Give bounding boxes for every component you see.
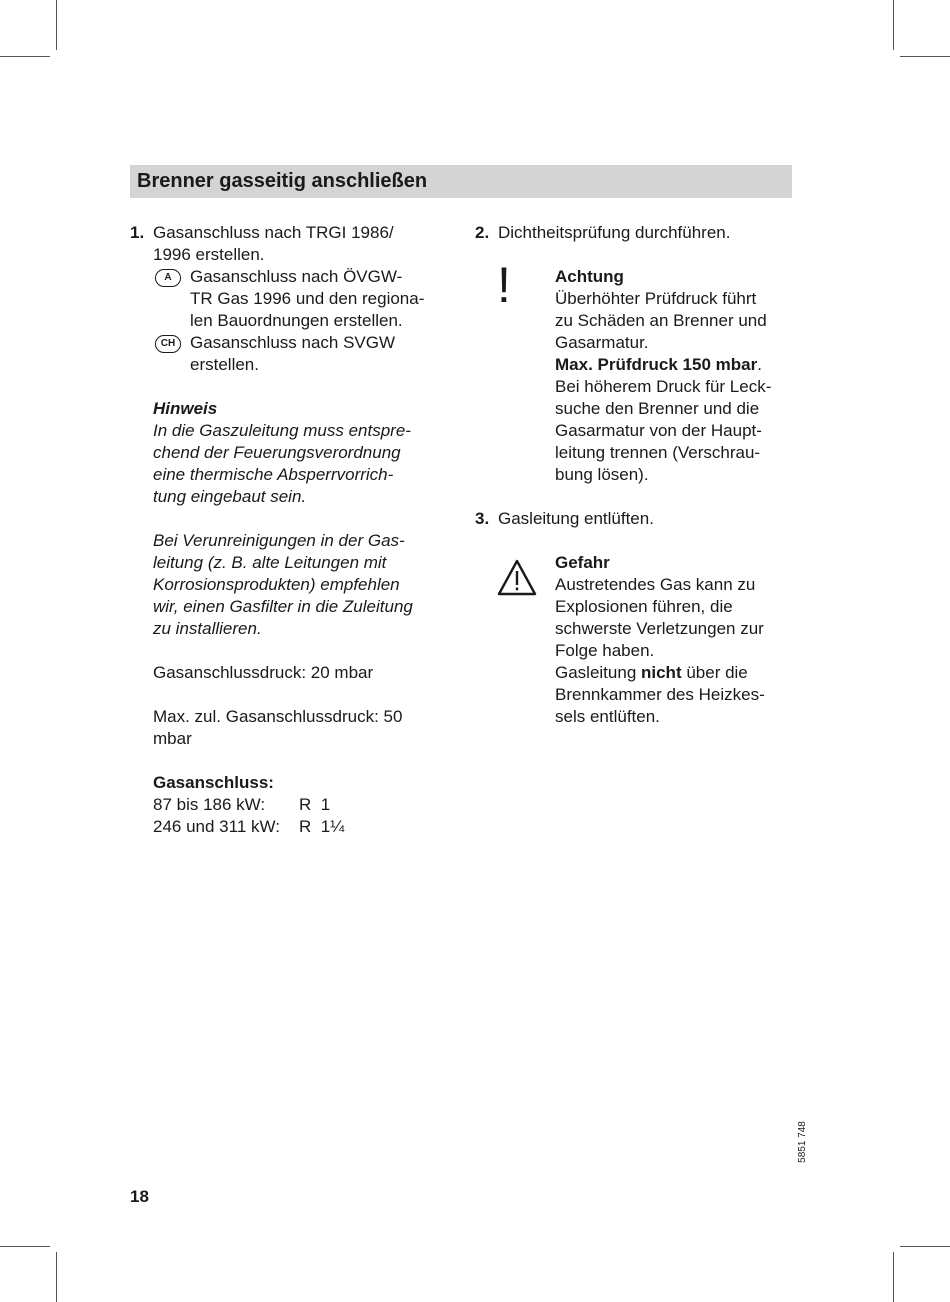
country-notes	[130, 266, 455, 838]
achtung-text: Überhöhter Prüfdruck führt	[555, 289, 757, 308]
gefahr-text: Austretendes Gas kann zu	[555, 575, 756, 594]
step-text: 1996 erstellen.	[153, 245, 265, 264]
section-title: Brenner gasseitig anschließen	[137, 170, 428, 192]
gefahr-text: sels entlüften.	[555, 707, 660, 726]
gas-connection-heading: Gasanschluss:	[153, 773, 274, 792]
exclamation-icon: !	[497, 257, 511, 313]
filter-note-text: Korrosionsprodukten) empfehlen	[153, 575, 400, 594]
country-note-a	[153, 266, 455, 332]
filter-note-text: wir, einen Gasfilter in die Zuleitung	[153, 597, 413, 616]
crop-mark	[900, 56, 950, 57]
gefahr-text: Explosionen führen, die	[555, 597, 733, 616]
filter-note	[153, 530, 455, 640]
page-number: 18	[130, 1187, 149, 1206]
max-pressure-text: mbar	[153, 729, 192, 748]
country-note-text: Gasanschluss nach ÖVGW-	[190, 267, 403, 286]
step-text: Gasanschluss nach TRGI 1986/	[153, 223, 394, 242]
crop-mark	[900, 1246, 950, 1247]
country-note-text: TR Gas 1996 und den regiona-	[190, 289, 425, 308]
country-badge-a: A	[155, 269, 181, 287]
gefahr-text: Folge haben.	[555, 641, 655, 660]
gefahr-heading: Gefahr	[555, 553, 610, 572]
crop-mark	[893, 0, 894, 50]
gas-row-value: R 1	[299, 795, 331, 814]
connection-pressure: Gasanschlussdruck: 20 mbar	[153, 663, 374, 682]
achtung-notice	[475, 257, 805, 486]
gas-connection-row	[153, 816, 455, 838]
gefahr-emphasis: nicht	[641, 663, 682, 682]
section-title-bar	[130, 165, 792, 198]
country-note-text: Gasanschluss nach SVGW	[190, 333, 396, 352]
achtung-text: Bei höherem Druck für Leck-	[555, 377, 772, 396]
step-text: Dichtheitsprüfung durchführen.	[498, 223, 731, 242]
gefahr-text: Brennkammer des Heizkes-	[555, 685, 765, 704]
step-2	[475, 222, 805, 244]
hinweis-text: tung eingebaut sein.	[153, 487, 307, 506]
achtung-text: suche den Brenner und die	[555, 399, 760, 418]
crop-mark	[893, 1252, 894, 1302]
achtung-text: Gasarmatur von der Haupt-	[555, 421, 762, 440]
crop-mark	[56, 1252, 57, 1302]
max-test-pressure	[555, 354, 805, 376]
warning-triangle-icon	[497, 559, 537, 602]
hinweis-note	[153, 398, 455, 508]
achtung-text: leitung trennen (Verschrau-	[555, 443, 761, 462]
crop-mark	[0, 56, 50, 57]
crop-mark	[0, 1246, 50, 1247]
filter-note-text: leitung (z. B. alte Leitungen mit	[153, 553, 387, 572]
gas-row-label: 87 bis 186 kW:	[153, 795, 266, 814]
step-number: 1.	[130, 223, 145, 242]
right-column	[475, 222, 805, 728]
filter-note-text: Bei Verunreinigungen in der Gas-	[153, 531, 405, 550]
achtung-text: bung lösen).	[555, 465, 649, 484]
step-number: 2.	[475, 223, 490, 242]
gas-row-value: R 1¼	[299, 817, 345, 836]
step-number: 3.	[475, 509, 490, 528]
gefahr-text: Gasleitung	[555, 663, 641, 682]
country-badge-ch: CH	[155, 335, 181, 353]
gas-connection-row	[153, 794, 455, 816]
max-test-pressure-label: Max. Prüfdruck 150 mbar	[555, 355, 758, 374]
achtung-heading: Achtung	[555, 267, 624, 286]
punctuation: .	[757, 355, 762, 374]
hinweis-text: In die Gaszuleitung muss entspre-	[153, 421, 411, 440]
gefahr-notice	[475, 552, 805, 728]
hinweis-text: chend der Feuerungsverordnung	[153, 443, 401, 462]
gefahr-text: schwerste Verletzungen zur	[555, 619, 764, 638]
crop-mark	[56, 0, 57, 50]
achtung-text: Gasarmatur.	[555, 333, 649, 352]
gas-row-label: 246 und 311 kW:	[153, 817, 280, 836]
hinweis-heading: Hinweis	[153, 399, 218, 418]
country-note-text: erstellen.	[190, 355, 259, 374]
max-pressure-text: Max. zul. Gasanschlussdruck: 50	[153, 707, 403, 726]
left-column	[130, 222, 455, 838]
step-text: Gasleitung entlüften.	[498, 509, 654, 528]
max-connection-pressure	[153, 706, 455, 750]
step-1	[130, 222, 455, 266]
gas-connection-spec	[153, 772, 455, 838]
gefahr-instruction	[555, 662, 805, 684]
country-note-ch	[153, 332, 455, 376]
step-3	[475, 508, 805, 530]
country-note-text: len Bauordnungen erstellen.	[190, 311, 403, 330]
filter-note-text: zu installieren.	[153, 619, 262, 638]
document-code: 5851 748	[797, 1121, 808, 1163]
gefahr-text: über die	[681, 663, 748, 682]
hinweis-text: eine thermische Absperrvorrich-	[153, 465, 394, 484]
achtung-text: zu Schäden an Brenner und	[555, 311, 767, 330]
